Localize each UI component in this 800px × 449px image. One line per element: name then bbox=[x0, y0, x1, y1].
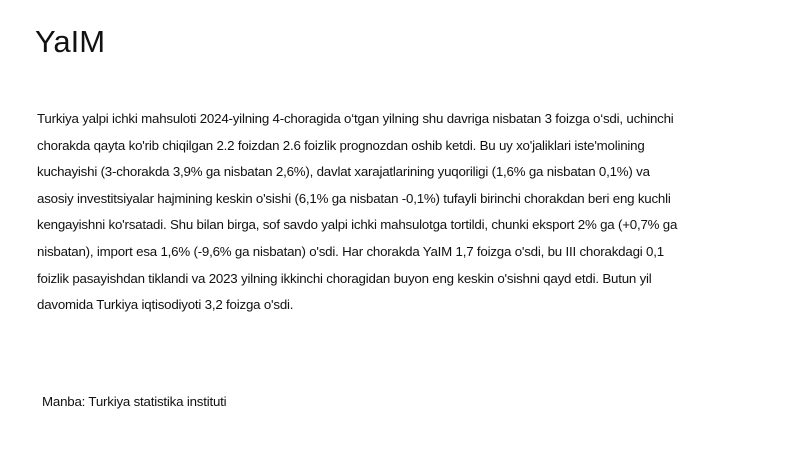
paragraph-line: nisbatan), import esa 1,6% (-9,6% ga nisbatan) o'sdi. Har chorakda YaIM 1,7 foizga o'sdi, bu III chorakdagi 0,1 bbox=[37, 243, 664, 259]
paragraph-line: kengayishni ko'rsatadi. Shu bilan birga, sof savdo yalpi ichki mahsulotga tortildi, chunki eksport 2% ga (+0,7% ga bbox=[37, 217, 678, 233]
paragraph-line: asosiy investitsiyalar hajmining keskin o'sishi (6,1% ga nisbatan -0,1%) tufayli birinchi chorakdan beri eng kuchli bbox=[37, 190, 671, 206]
body-paragraph bbox=[37, 106, 677, 319]
paragraph-line: foizlik pasayishdan tiklandi va 2023 yilning ikkinchi choragidan buyon eng keskin o'sishni qayd etdi. Butun yil bbox=[37, 270, 652, 286]
paragraph-line: davomida Turkiya iqtisodiyoti 3,2 foizga o'sdi. bbox=[37, 297, 294, 313]
paragraph-line: chorakda qayta ko'rib chiqilgan 2.2 foizdan 2.6 foizlik prognozdan oshib ketdi. Bu uy xo'jaliklari iste'molining bbox=[37, 137, 645, 153]
page-title: YaIM bbox=[35, 24, 106, 59]
source-note: Manba: Turkiya statistika instituti bbox=[42, 394, 227, 409]
paragraph-line: Turkiya yalpi ichki mahsuloti 2024-yilning 4-choragida o‘tgan yilning shu davriga nisbatan 3 foizga o‘sdi, uchinchi bbox=[37, 111, 674, 126]
paragraph-line: kuchayishi (3-chorakda 3,9% ga nisbatan 2,6%), davlat xarajatlarining yuqoriligi (1,6% ga nisbatan 0,1%) va bbox=[37, 164, 650, 180]
